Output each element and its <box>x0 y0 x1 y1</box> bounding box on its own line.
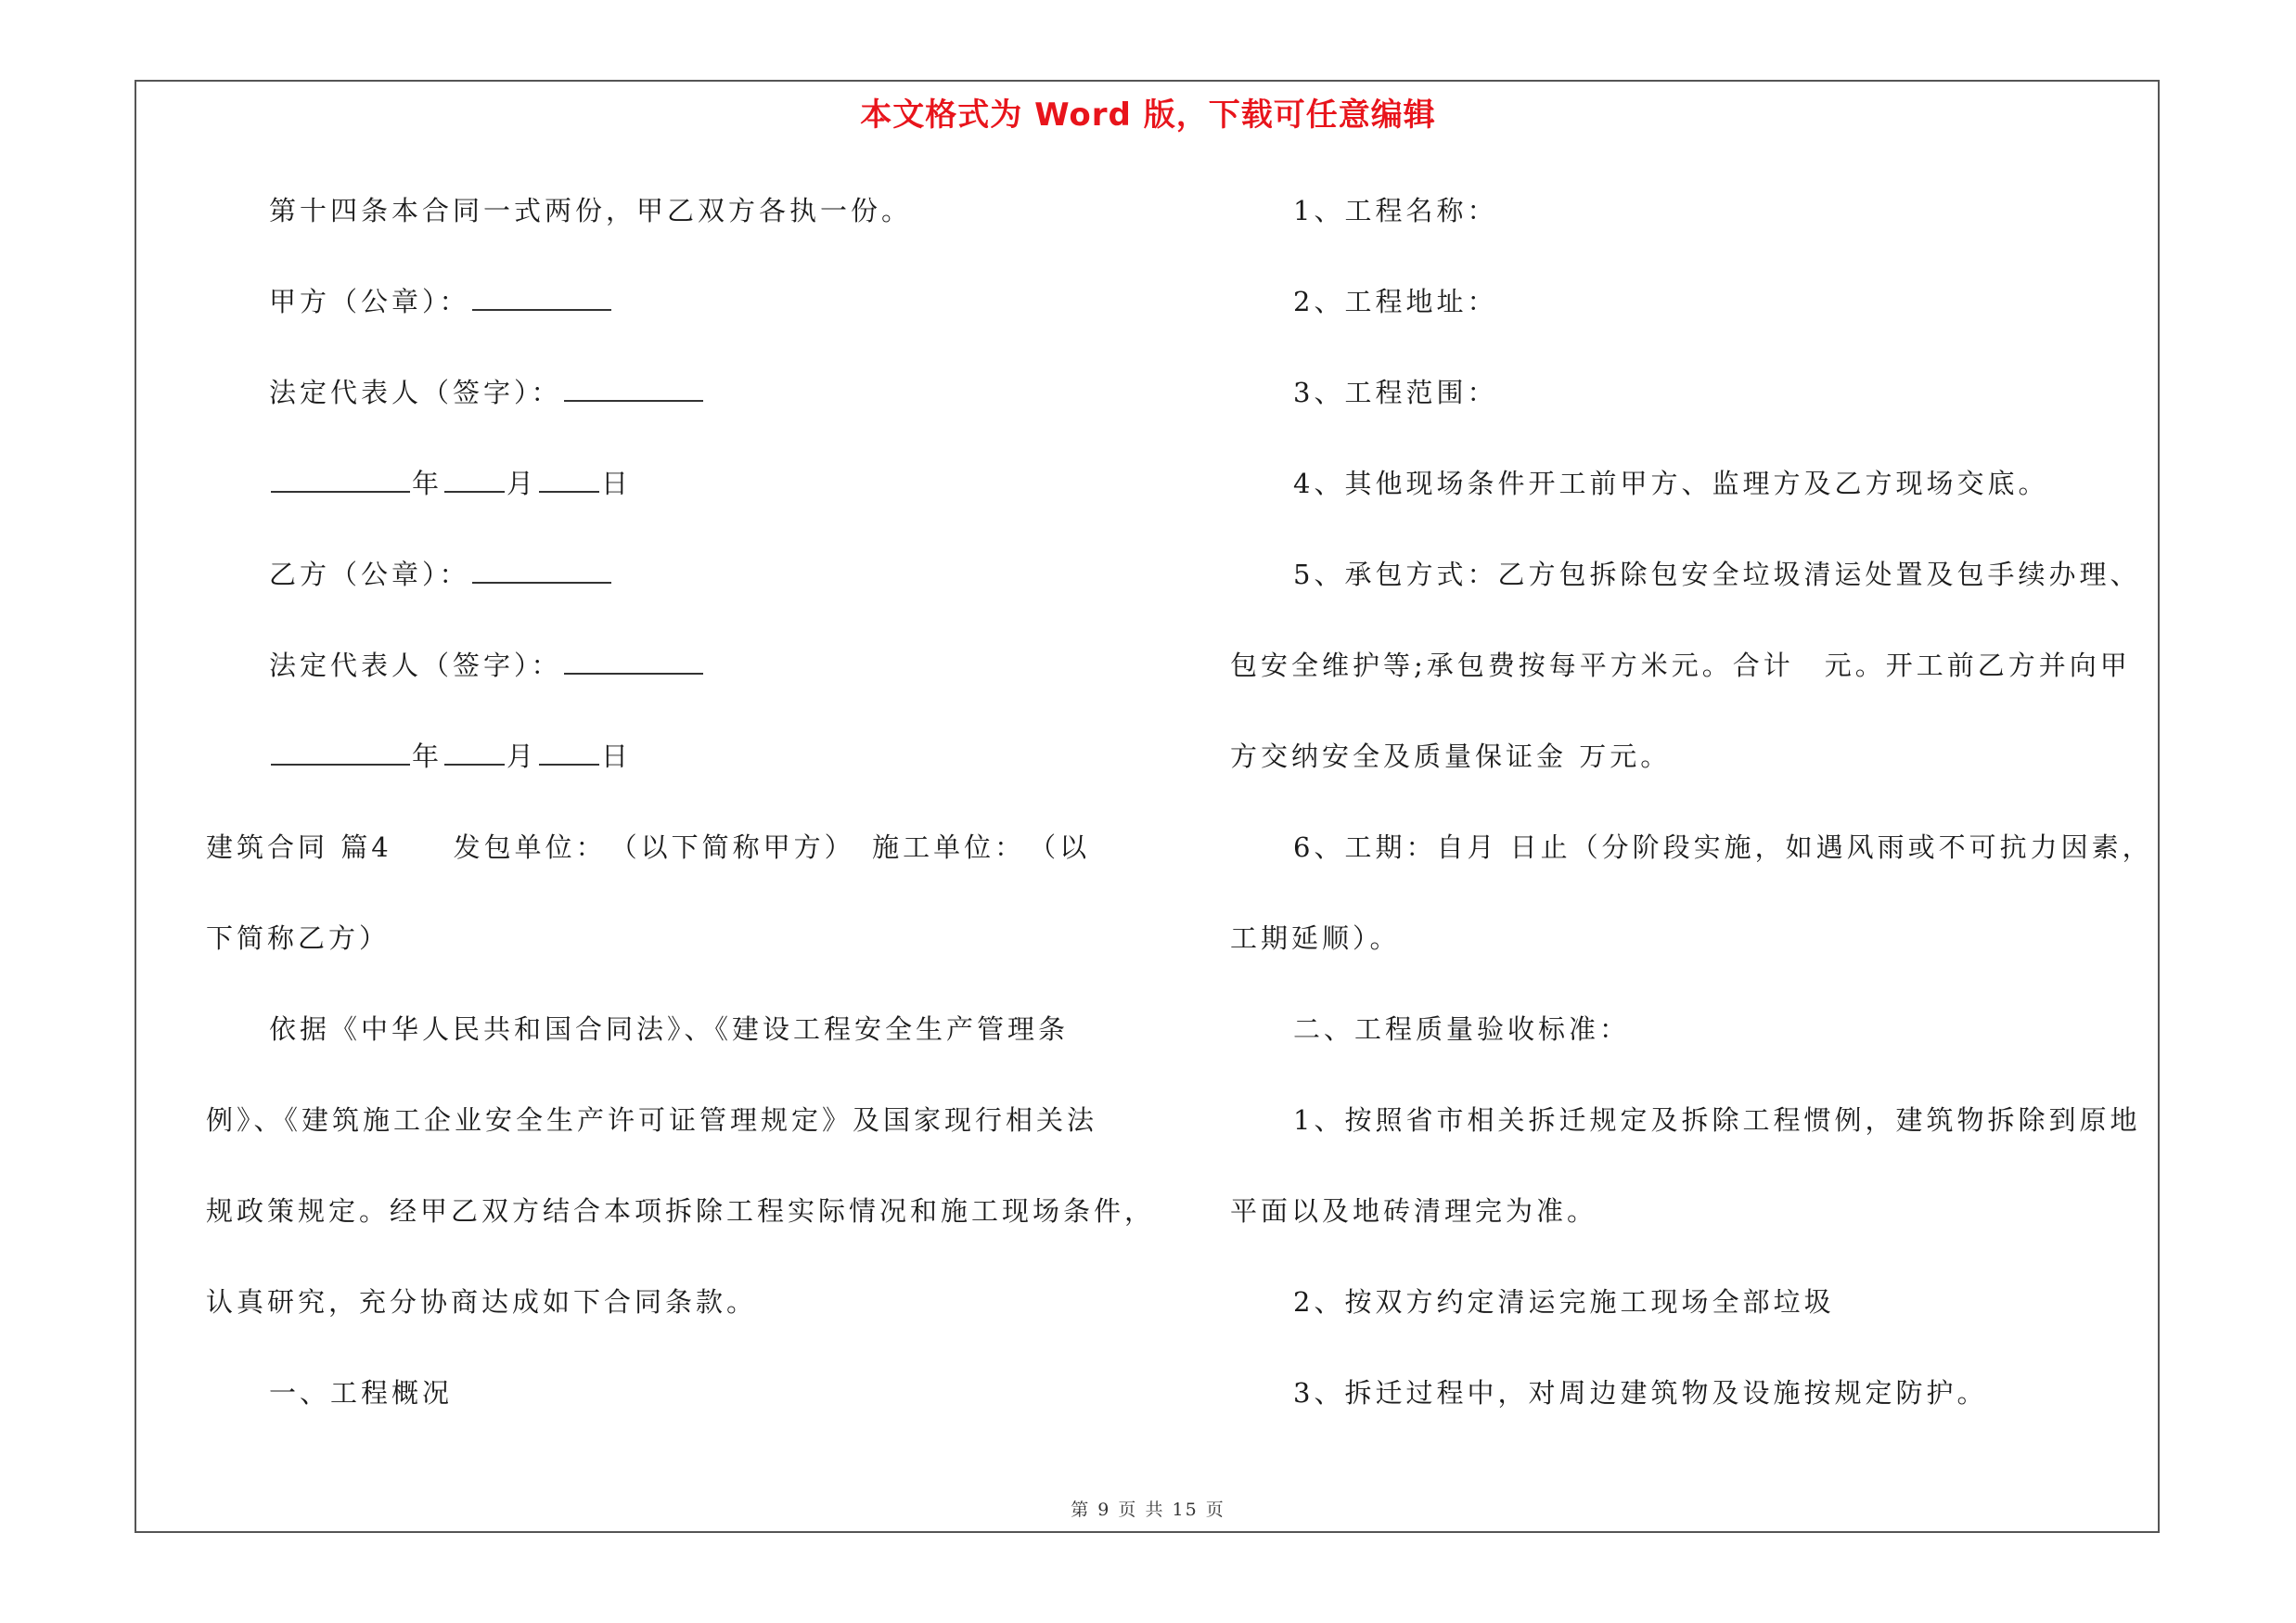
page-number: 第 9 页 共 15 页 <box>1071 1500 1225 1520</box>
rep-a-sign-line <box>206 364 1143 455</box>
year-label: 年 <box>412 468 443 499</box>
quality-item-1: 1、按照省市相关拆迁规定及拆除工程惯例，建筑物拆除到原地 <box>1293 1104 2141 1136</box>
party-a-blank <box>472 308 611 311</box>
party-b-blank <box>472 581 611 584</box>
year-label: 年 <box>412 741 443 772</box>
date-b-line <box>206 728 1143 818</box>
quality-item-3: 3、拆迁过程中，对周边建筑物及设施按规定防护。 <box>1293 1377 1988 1409</box>
project-scope: 3、工程范围： <box>1293 377 1498 408</box>
contract-header: 建筑合同 篇4 发包单位： （以下简称甲方） 施工单位： （以 <box>206 831 1091 863</box>
rep-b-label: 法定代表人（签字）： <box>269 650 562 681</box>
month-blank <box>444 490 505 493</box>
day-label: 日 <box>601 468 633 499</box>
contract-method-cont: 方交纳安全及质量保证金 万元。 <box>1230 741 1672 772</box>
project-name: 1、工程名称： <box>1293 195 1498 226</box>
year-blank <box>271 763 410 766</box>
month-label: 月 <box>507 468 538 499</box>
left-column <box>206 182 1156 1455</box>
contract-header-cont: 下简称乙方） <box>206 922 391 954</box>
rep-b-blank <box>564 672 703 675</box>
basis-paragraph-cont: 规政策规定。经甲乙双方结合本项拆除工程实际情况和施工现场条件， <box>206 1195 1156 1227</box>
basis-paragraph-cont: 例》、《建筑施工企业安全生产许可证管理规定》及国家现行相关法 <box>206 1104 1098 1136</box>
party-a-label: 甲方（公章）： <box>269 286 470 317</box>
rep-b-sign-line <box>206 637 1143 728</box>
date-a-line <box>206 455 1143 546</box>
clause-14: 第十四条本合同一式两份，甲乙双方各执一份。 <box>269 195 913 226</box>
year-blank <box>271 490 410 493</box>
party-a-seal-line <box>206 273 1143 364</box>
contract-method-cont: 包安全维护等;承包费按每平方米元。合计 元。开工前乙方并向甲 <box>1230 650 2131 681</box>
day-blank <box>539 490 599 493</box>
format-banner: 本文格式为 Word 版，下载可任意编辑 <box>860 97 1436 134</box>
party-b-label: 乙方（公章）： <box>269 559 470 590</box>
section-heading: 一、工程概况 <box>269 1377 454 1409</box>
project-address: 2、工程地址： <box>1293 286 1498 317</box>
month-blank <box>444 763 505 766</box>
month-label: 月 <box>507 741 538 772</box>
party-b-seal-line <box>206 546 1143 637</box>
day-blank <box>539 763 599 766</box>
basis-paragraph-cont: 认真研究，充分协商达成如下合同条款。 <box>206 1286 758 1318</box>
day-label: 日 <box>601 741 633 772</box>
right-column <box>1230 182 2158 1455</box>
quality-item-1-cont: 平面以及地砖清理完为准。 <box>1230 1195 1598 1227</box>
section-heading: 二、工程质量验收标准： <box>1293 1013 1631 1045</box>
rep-a-label: 法定代表人（签字）： <box>269 377 562 408</box>
rep-a-blank <box>564 399 703 402</box>
quality-item-2: 2、按双方约定清运完施工现场全部垃圾 <box>1293 1286 1835 1318</box>
basis-paragraph: 依据《中华人民共和国合同法》、《建设工程安全生产管理条 <box>269 1013 1070 1045</box>
contract-method: 5、承包方式：乙方包拆除包安全垃圾清运处置及包手续办理、 <box>1293 559 2141 590</box>
construction-period-cont: 工期延顺）。 <box>1230 922 1401 954</box>
construction-period: 6、工期：自月 日止（分阶段实施，如遇风雨或不可抗力因素， <box>1293 831 2153 863</box>
site-conditions: 4、其他现场条件开工前甲方、监理方及乙方现场交底。 <box>1293 468 2049 499</box>
